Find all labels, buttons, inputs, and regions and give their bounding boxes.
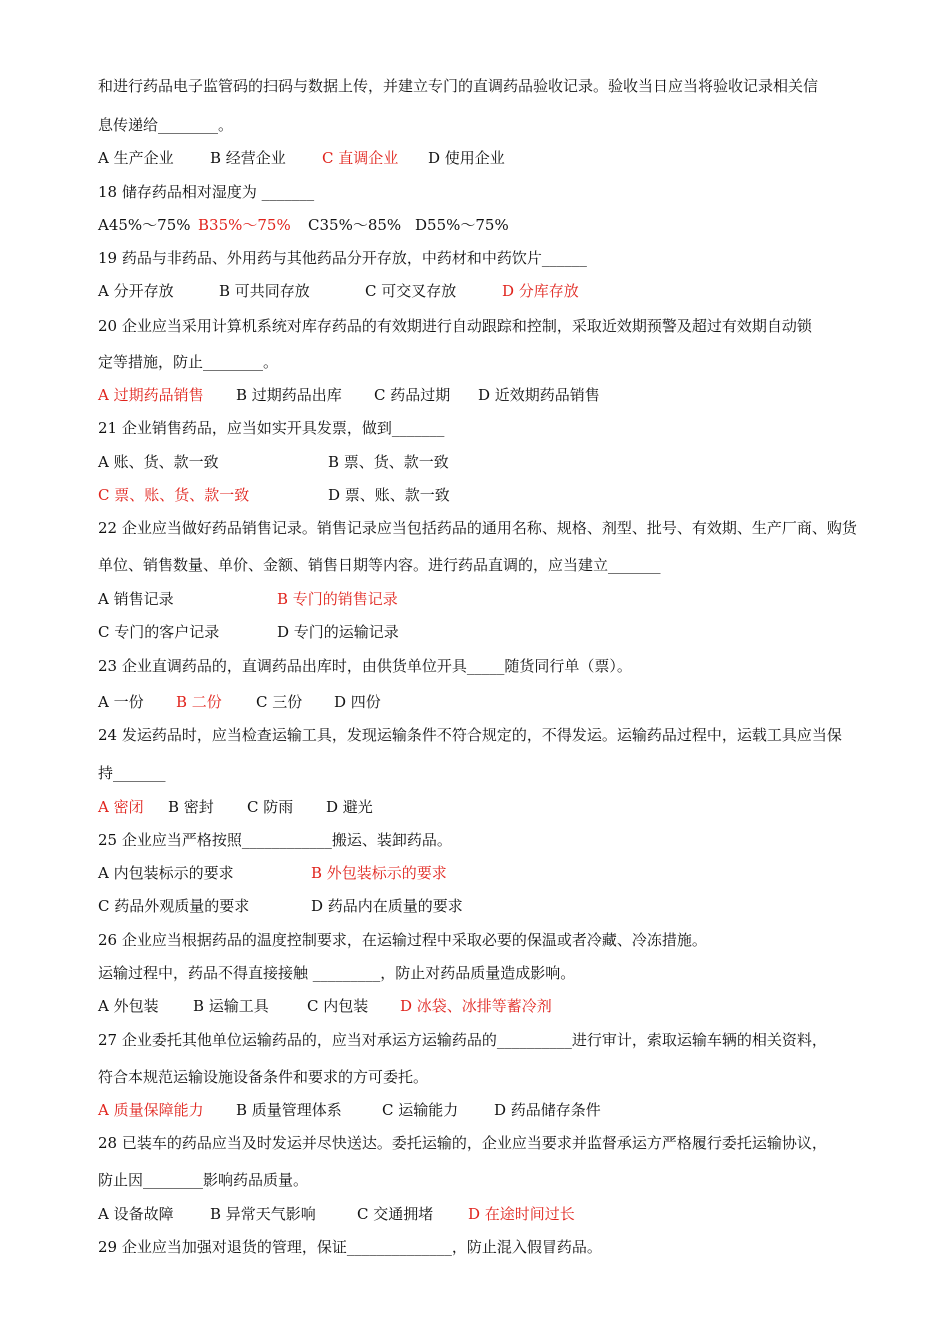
q28-option-b: B 异常天气影响 (210, 1205, 316, 1223)
q17-stem-line-2: 息传递给________。 (98, 116, 234, 134)
q26-option-b: B 运输工具 (193, 997, 269, 1015)
q26-stem-line-2: 运输过程中，药品不得直接接触 _________，防止对药品质量造成影响。 (98, 964, 576, 982)
q20-stem-line-1: 20 企业应当采用计算机系统对库存药品的有效期进行自动跟踪和控制，采取近效期预警及超过有效期自动锁 (98, 317, 812, 335)
q20-stem-line-2: 定等措施，防止________。 (98, 353, 279, 371)
q18-option-d: D55%～75% (415, 216, 509, 234)
q28-stem-line-2: 防止因________影响药品质量。 (98, 1171, 309, 1189)
q27-option-d: D 药品储存条件 (494, 1101, 601, 1119)
q21-option-c-answer: C 票、账、货、款一致 (98, 486, 250, 504)
q24-option-a-answer: A 密闭 (98, 798, 144, 816)
q29-stem: 29 企业应当加强对退货的管理，保证______________，防止混入假冒药品。 (98, 1238, 602, 1256)
q27-stem-line-2: 符合本规范运输设施设备条件和要求的方可委托。 (98, 1068, 429, 1086)
q26-stem-line-1: 26 企业应当根据药品的温度控制要求，在运输过程中采取必要的保温或者冷藏、冷冻措施。 (98, 931, 707, 949)
q25-option-c: C 药品外观质量的要求 (98, 897, 250, 915)
q19-stem: 19 药品与非药品、外用药与其他药品分开存放，中药材和中药饮片______ (98, 249, 587, 267)
q23-option-d: D 四份 (334, 693, 381, 711)
q27-option-a-answer: A 质量保障能力 (98, 1101, 204, 1119)
q20-option-a-answer: A 过期药品销售 (98, 386, 204, 404)
q19-option-c: C 可交叉存放 (365, 282, 457, 300)
q26-option-d-answer: D 冰袋、冰排等蓄冷剂 (400, 997, 552, 1015)
q22-option-a: A 销售记录 (98, 590, 174, 608)
q25-stem: 25 企业应当严格按照____________搬运、装卸药品。 (98, 831, 452, 849)
q28-option-d-answer: D 在途时间过长 (468, 1205, 575, 1223)
q28-stem-line-1: 28 已装车的药品应当及时发运并尽快送达。委托运输的，企业应当要求并监督承运方严格履行委托运输协议， (98, 1134, 827, 1152)
q24-option-d: D 避光 (326, 798, 373, 816)
q20-option-c: C 药品过期 (374, 386, 451, 404)
q26-option-c: C 内包装 (307, 997, 369, 1015)
q25-option-b-answer: B 外包装标示的要求 (311, 864, 447, 882)
q24-stem-line-2: 持_______ (98, 764, 166, 782)
q24-stem-line-1: 24 发运药品时，应当检查运输工具，发现运输条件不符合规定的，不得发运。运输药品过程中，运载工具应当保 (98, 726, 842, 744)
q27-option-b: B 质量管理体系 (236, 1101, 342, 1119)
q19-option-b: B 可共同存放 (219, 282, 310, 300)
q28-option-a: A 设备故障 (98, 1205, 174, 1223)
q17-option-b: B 经营企业 (210, 149, 286, 167)
q18-stem: 18 储存药品相对湿度为 _______ (98, 183, 315, 201)
q23-stem: 23 企业直调药品的，直调药品出库时，由供货单位开具_____随货同行单（票）。 (98, 657, 632, 675)
q17-stem-line-1: 和进行药品电子监管码的扫码与数据上传，并建立专门的直调药品验收记录。验收当日应当将验收记录相关信 (98, 77, 819, 95)
q19-option-d-answer: D 分库存放 (502, 282, 579, 300)
q17-option-d: D 使用企业 (428, 149, 505, 167)
q21-option-a: A 账、货、款一致 (98, 453, 219, 471)
q22-option-c: C 专门的客户记录 (98, 623, 220, 641)
q22-option-b-answer: B 专门的销售记录 (277, 590, 398, 608)
q23-option-a: A 一份 (98, 693, 144, 711)
q22-option-d: D 专门的运输记录 (277, 623, 399, 641)
q20-option-b: B 过期药品出库 (236, 386, 342, 404)
q21-option-b: B 票、货、款一致 (328, 453, 449, 471)
q26-option-a: A 外包装 (98, 997, 159, 1015)
q22-stem-line-1: 22 企业应当做好药品销售记录。销售记录应当包括药品的通用名称、规格、剂型、批号、有效期、生产厂商、购货 (98, 519, 857, 537)
q19-option-a: A 分开存放 (98, 282, 174, 300)
q20-option-d: D 近效期药品销售 (478, 386, 600, 404)
q24-option-c: C 防雨 (247, 798, 294, 816)
q24-option-b: B 密封 (168, 798, 214, 816)
q17-option-c-answer: C 直调企业 (322, 149, 399, 167)
q17-option-a: A 生产企业 (98, 149, 174, 167)
q23-option-c: C 三份 (256, 693, 303, 711)
q21-stem: 21 企业销售药品，应当如实开具发票，做到_______ (98, 419, 445, 437)
q25-option-a: A 内包装标示的要求 (98, 864, 234, 882)
q27-stem-line-1: 27 企业委托其他单位运输药品的，应当对承运方运输药品的__________进行审计，索取运输车辆的相关资料， (98, 1031, 827, 1049)
q27-option-c: C 运输能力 (382, 1101, 459, 1119)
q23-option-b-answer: B 二份 (176, 693, 222, 711)
q21-option-d: D 票、账、款一致 (328, 486, 450, 504)
q28-option-c: C 交通拥堵 (357, 1205, 434, 1223)
q18-option-a: A45%～75% (98, 216, 191, 234)
q25-option-d: D 药品内在质量的要求 (311, 897, 463, 915)
q18-option-b-answer: B35%～75% (198, 216, 291, 234)
q22-stem-line-2: 单位、销售数量、单价、金额、销售日期等内容。进行药品直调的，应当建立_______ (98, 556, 661, 574)
q18-option-c: C35%～85% (308, 216, 402, 234)
